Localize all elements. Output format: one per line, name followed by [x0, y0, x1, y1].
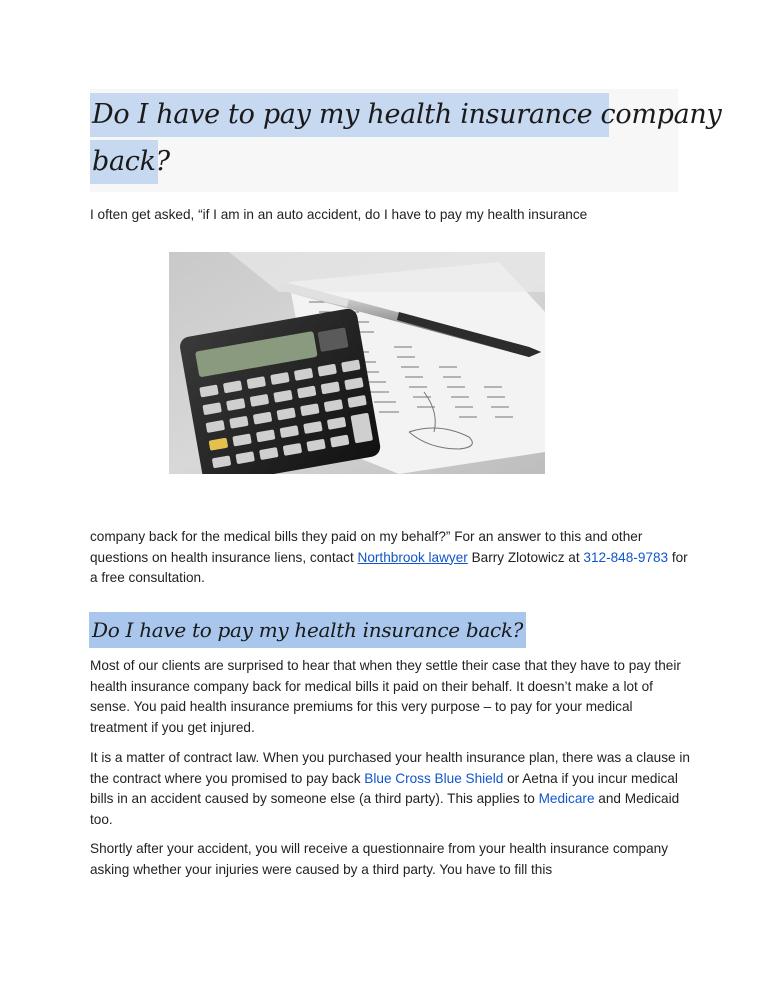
p2-text-3: and Medicaid too. [90, 791, 680, 827]
contact-text-3: for a free consultation. [90, 549, 688, 585]
page-title-line-2: back? [90, 140, 158, 184]
body-paragraph-1: Most of our clients are surprised to hear that when they settle their case that they have to pay their health insurance company back for medical bills it paid on their behalf. It doesn’t make a lot of sense. You paid health insurance premiums for this very purpose – to pay for your medical treatment if you get injured. [90, 658, 681, 735]
body-paragraph-2 [90, 748, 690, 830]
contact-paragraph [90, 527, 690, 589]
calculator-photo [169, 252, 545, 474]
contact-text-1: company back for the medical bills they paid on my behalf?” For an answer to this and other questions on health insurance liens, contact [90, 529, 643, 565]
contact-text-2: Barry Zlotowicz at [467, 549, 584, 565]
intro-paragraph: I often get asked, “if I am in an auto accident, do I have to pay my health insurance [90, 207, 588, 222]
section-heading: Do I have to pay my health insurance back? [89, 612, 526, 648]
p2-text-1: It is a matter of contract law. When you purchased your health insurance plan, there was a clause in the contract where you promised to pay back [90, 750, 690, 786]
calculator-pen-paper-image [169, 252, 545, 474]
page-title-line-1: Do I have to pay my health insurance company [90, 93, 609, 137]
northbrook-lawyer-link[interactable]: Northbrook lawyer [357, 549, 468, 565]
body-paragraph-3: Shortly after your accident, you will receive a questionnaire from your health insurance company asking whether your injuries were caused by a third party. You have to fill this [90, 841, 669, 877]
medicare-link[interactable]: Medicare [538, 791, 595, 806]
phone-number-link[interactable]: 312-848-9783 [583, 549, 669, 565]
blue-cross-link[interactable]: Blue Cross Blue Shield [364, 770, 504, 786]
p2-text-2: or Aetna if you incur medical bills in an accident caused by someone else (a third party). This applies to [90, 770, 678, 806]
